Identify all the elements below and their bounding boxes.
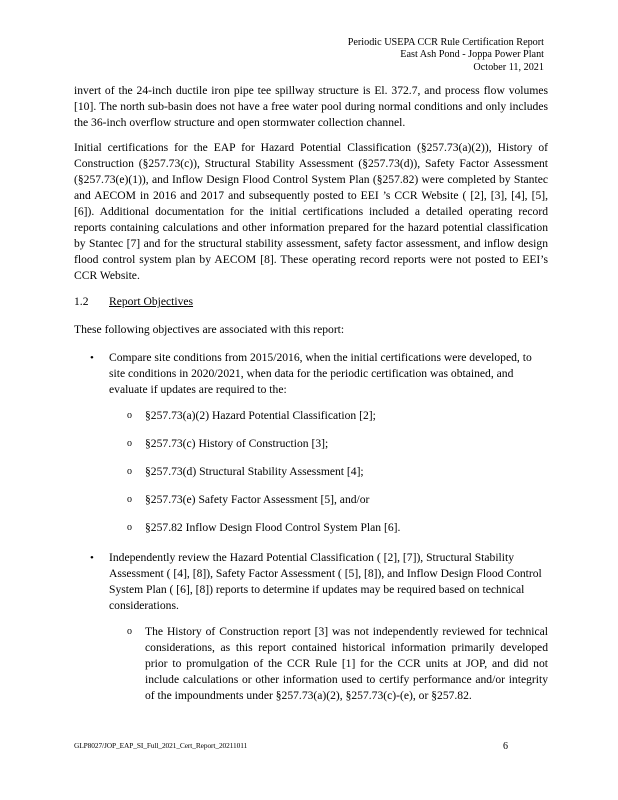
paragraph-initial-certifications: Initial certifications for the EAP for Hazard Potential Classification (§257.73(a)(2)), History of Construction (§257.73(c)), Structural Stability Assessment (§257.73(d)), Safety Factor Assessment (§257.73(e)(1)), and Inflow Design Flood Control System Plan (§257.82) were completed by Stantec and AECOM in 2016 and 2017 and subsequently posted to EEI ’s CCR Website ( [2], [3], [4], [5], [6]). Additional documentation for the initial certifications included a detailed operating record reports containing calculations and other information prepared for the hazard potential classification by Stantec [7] and for the structural stability assessment, safety factor assessment, and inflow design flood control system plan by AECOM [8]. These operating record reports were not posted to EEI’s CCR Website. bbox=[74, 141, 548, 282]
sub-list-review bbox=[74, 624, 548, 704]
sub-list-compare bbox=[74, 408, 548, 536]
sub-bullet-icon: o bbox=[127, 494, 132, 505]
list-item bbox=[74, 550, 548, 614]
header-report-title: Periodic USEPA CCR Rule Certification Report bbox=[347, 37, 544, 48]
sub-item-text: The History of Construction report [3] was not independently reviewed for technical considerations, as this report contained historical information primarily developed prior to promulgation of the CCR Rule [1] for the CCR units at JOP, and did not include calculations or other information used to certify performance and/or integrity of the impoundments under §257.73(a)(2), §257.73(c)-(e), or §257.82. bbox=[145, 625, 548, 702]
bullet-icon: • bbox=[90, 352, 94, 364]
section-title: Report Objectives bbox=[109, 295, 194, 308]
header-site-name: East Ash Pond - Joppa Power Plant bbox=[400, 49, 544, 61]
objectives-intro: These following objectives are associated with this report: bbox=[74, 323, 345, 336]
sub-list-item bbox=[74, 624, 548, 704]
section-number: 1.2 bbox=[74, 295, 89, 308]
sub-list-item bbox=[74, 492, 548, 508]
header-date: October 11, 2021 bbox=[473, 61, 544, 73]
page-footer bbox=[74, 741, 548, 752]
sub-list-item bbox=[74, 464, 548, 480]
sub-item-text: §257.73(a)(2) Hazard Potential Classification [2]; bbox=[145, 409, 376, 422]
sub-bullet-icon: o bbox=[127, 626, 132, 637]
footer-document-reference: GLP8027/JOP_EAP_SI_Full_2021_Cert_Report_20211011 bbox=[74, 741, 248, 750]
bullet-text: Independently review the Hazard Potential Classification ( [2], [7]), Structural Stability Assessment ( [4], [8]), Safety Factor Assessment ( [5], [8]), and Inflow Design Flood Control System Plan ( [6], [8]) reports to determine if updates may be required based on technical considerations. bbox=[109, 551, 542, 612]
sub-list-item bbox=[74, 408, 548, 424]
sub-list-item bbox=[74, 520, 548, 536]
list-item bbox=[74, 350, 548, 398]
paragraph-spillway: invert of the 24-inch ductile iron pipe tee spillway structure is El. 372.7, and process flow volumes [10]. The north sub-basin does not have a free water pool during normal conditions and only includes the 36-inch overflow structure and open stormwater collection channel. bbox=[74, 84, 548, 129]
sub-item-text: §257.73(c) History of Construction [3]; bbox=[145, 437, 329, 450]
sub-bullet-icon: o bbox=[127, 466, 132, 477]
page-number: 6 bbox=[503, 741, 508, 752]
sub-item-text: §257.73(e) Safety Factor Assessment [5], and/or bbox=[145, 493, 370, 506]
sub-item-text: §257.73(d) Structural Stability Assessment [4]; bbox=[145, 465, 364, 478]
page-header bbox=[244, 37, 544, 74]
bullet-icon: • bbox=[90, 552, 94, 564]
bullet-text: Compare site conditions from 2015/2016, when the initial certifications were developed, to site conditions in 2020/2021, when data for the periodic certification was obtained, and evaluate if updates are required to the: bbox=[109, 351, 532, 396]
page-body bbox=[74, 83, 548, 718]
sub-bullet-icon: o bbox=[127, 522, 132, 533]
sub-bullet-icon: o bbox=[127, 438, 132, 449]
sub-list-item bbox=[74, 436, 548, 452]
sub-bullet-icon: o bbox=[127, 410, 132, 421]
sub-item-text: §257.82 Inflow Design Flood Control System Plan [6]. bbox=[145, 521, 401, 534]
section-heading bbox=[74, 294, 548, 310]
